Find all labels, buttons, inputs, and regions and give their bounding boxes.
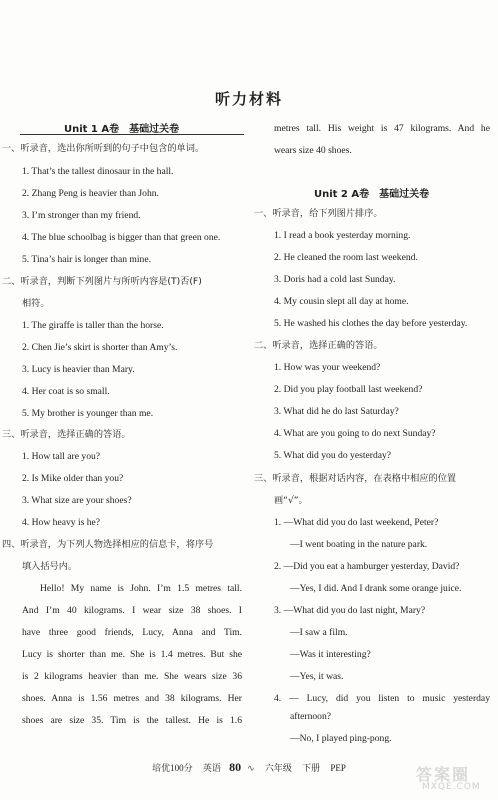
dialog-line: 4. — Lucy, did you listen to music yesterday bbox=[274, 693, 490, 704]
footer-subject: 英语 bbox=[202, 763, 221, 773]
section-heading: 二、听录音，选择正确的答语。 bbox=[254, 340, 383, 351]
list-item: 3. What size are your shoes? bbox=[22, 495, 132, 506]
list-item: 2. Did you play football last weekend? bbox=[274, 384, 423, 395]
section-heading-cont: 填入括号内。 bbox=[22, 561, 78, 572]
list-item: 3. What did he do last Saturday? bbox=[274, 406, 399, 417]
section-heading-cont: 相符。 bbox=[22, 298, 50, 309]
list-item: 2. Chen Jie’s skirt is shorter than Amy’s. bbox=[22, 342, 178, 353]
section-heading-cont: 画“√”。 bbox=[274, 495, 308, 506]
watermark-logo bbox=[412, 762, 492, 798]
dialog-line: 3. —What did you do last night, Mary? bbox=[274, 605, 426, 616]
passage-line: wears size 40 shoes. bbox=[274, 145, 352, 156]
dialog-line: —Was it interesting? bbox=[290, 649, 371, 660]
passage-line: Hello! My name is John. I’m 1.5 metres tall. bbox=[40, 583, 242, 594]
list-item: 3. I’m stronger than my friend. bbox=[22, 210, 141, 221]
list-item: 5. My brother is younger than me. bbox=[22, 408, 154, 419]
footer-edition: PEP bbox=[330, 763, 346, 773]
dialog-line: afternoon? bbox=[290, 711, 332, 722]
passage-line: is 2 kilograms heavier than me. She wears size 36 bbox=[22, 671, 242, 682]
section-heading: 四、听录音，为下列人物选择相应的信息卡，将序号 bbox=[2, 539, 214, 550]
list-item: 4. Her coat is so small. bbox=[22, 386, 110, 397]
dialog-line: 2. —Did you eat a hamburger yesterday, David? bbox=[274, 561, 460, 572]
list-item: 4. My cousin slept all day at home. bbox=[274, 296, 409, 307]
passage-line: shoes are size 35. Tim is the tallest. He is 1.6 bbox=[22, 715, 242, 726]
dialog-line: —No, I played ping-pong. bbox=[290, 733, 392, 744]
section-heading: 一、听录音，选出你所听到的句子中包含的单词。 bbox=[2, 143, 205, 154]
list-item: 2. He cleaned the room last weekend. bbox=[274, 252, 418, 263]
list-item: 4. The blue schoolbag is bigger than that green one. bbox=[22, 232, 221, 243]
list-item: 1. How was your weekend? bbox=[274, 362, 381, 373]
list-item: 1. That’s the tallest dinosaur in the hall. bbox=[22, 166, 174, 177]
footer-brand: 培优100分 bbox=[152, 763, 193, 773]
title-rule bbox=[20, 134, 244, 135]
list-item: 2. Is Mike older than you? bbox=[22, 473, 124, 484]
footer-grade: 六年级 bbox=[264, 763, 292, 773]
watermark-url: MXQE.COM bbox=[422, 782, 481, 792]
passage-line: have three good friends, Lucy, Anna and Tim. bbox=[22, 627, 242, 638]
watermark-text: 答案圈 bbox=[416, 765, 471, 784]
unit1-heading: Unit 1 A卷 基础过关卷 bbox=[64, 124, 180, 135]
list-item: 5. Tina’s hair is longer than mine. bbox=[22, 254, 151, 265]
list-item: 4. How heavy is he? bbox=[22, 517, 101, 528]
list-item: 3. Doris had a cold last Sunday. bbox=[274, 274, 396, 285]
passage-line: shoes. Anna is 1.56 metres and 38 kilograms. Her bbox=[22, 693, 242, 704]
passage-line: Lucy is shorter than me. She is 1.4 metres. But she bbox=[22, 649, 242, 660]
unit2-heading: Unit 2 A卷 基础过关卷 bbox=[314, 189, 430, 200]
passage-line: And I’m 40 kilograms. I wear size 38 shoes. I bbox=[22, 605, 242, 616]
dialog-line: —I saw a film. bbox=[290, 627, 348, 638]
wave-ornament-icon: ∿ bbox=[247, 763, 255, 773]
dialog-line: 1. —What did you do last weekend, Peter? bbox=[274, 517, 439, 528]
section-heading: 三、听录音，选择正确的答语。 bbox=[2, 429, 131, 440]
list-item: 1. The giraffe is taller than the horse. bbox=[22, 320, 164, 331]
list-item: 5. He washed his clothes the day before yesterday. bbox=[274, 318, 468, 329]
dialog-line: —Yes, I did. And I drank some orange juice. bbox=[290, 583, 462, 594]
list-item: 1. I read a book yesterday morning. bbox=[274, 230, 411, 241]
list-item: 4. What are you going to do next Sunday? bbox=[274, 428, 436, 439]
list-item: 3. Lucy is heavier than Mary. bbox=[22, 364, 135, 375]
dialog-line: —Yes, it was. bbox=[290, 671, 344, 682]
section-heading: 一、听录音，给下列图片排序。 bbox=[254, 208, 383, 219]
section-heading: 三、听录音，根据对话内容，在表格中相应的位置 bbox=[254, 473, 457, 484]
dialog-line: —I went boating in the nature park. bbox=[290, 539, 428, 550]
page-number: 80 bbox=[229, 760, 242, 774]
page-title: 听力材料 bbox=[214, 90, 283, 108]
section-heading: 二、听录音，判断下列图片与所听内容是(T)否(F) bbox=[2, 276, 202, 287]
passage-line: metres tall. His weight is 47 kilograms. And he bbox=[274, 123, 490, 134]
footer-term: 下册 bbox=[302, 763, 321, 773]
list-item: 2. Zhang Peng is heavier than John. bbox=[22, 188, 159, 199]
list-item: 1. How tall are you? bbox=[22, 451, 101, 462]
list-item: 5. What did you do yesterday? bbox=[274, 450, 392, 461]
